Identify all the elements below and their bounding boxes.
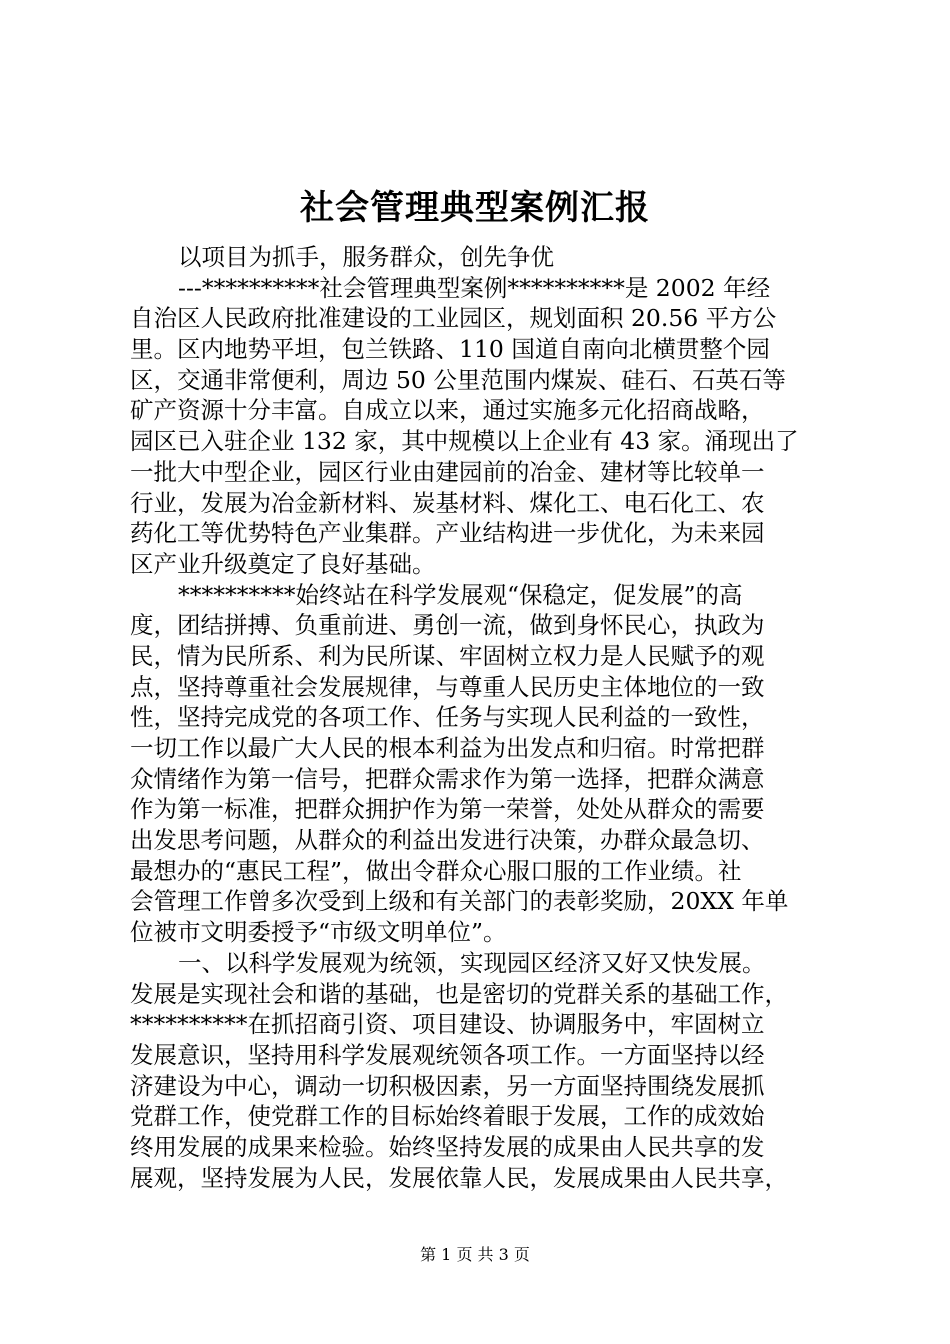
body-line: 众情绪作为第一信号，把群众需求作为第一选择，把群众满意 [130,764,765,793]
body-line: 区，交通非常便利，周边 50 公里范围内煤炭、硅石、石英石等 [130,365,786,394]
page-footer: 第 1 页 共 3 页 [420,1245,530,1264]
body-line: 发展是实现社会和谐的基础，也是密切的党群关系的基础工作， [130,979,788,1008]
body-line: 发展意识，坚持用科学发展观统领各项工作。一方面坚持以经 [130,1040,765,1069]
body-line: 党群工作，使党群工作的目标始终着眼于发展，工作的成效始 [130,1102,765,1131]
body-line: 性，坚持完成党的各项工作、任务与实现人民利益的一致性， [130,703,765,732]
body-line: 展观，坚持发展为人民，发展依靠人民，发展成果由人民共享， [130,1163,788,1192]
body-line: 以项目为抓手，服务群众，创先争优 [178,243,554,271]
body-line: 区产业升级奠定了良好基础。 [130,549,436,578]
body-line: **********始终站在科学发展观“保稳定，促发展”的高 [178,580,743,609]
body-line: 会管理工作曾多次受到上级和有关部门的表彰奖励，20XX 年单 [130,887,789,916]
body-line: 自治区人民政府批准建设的工业园区，规划面积 20.56 平方公 [130,304,777,333]
body-line: 一切工作以最广大人民的根本利益为出发点和归宿。时常把群 [130,734,765,762]
body-line: 里。区内地势平坦，包兰铁路、110 国道自南向北横贯整个园 [130,335,770,364]
body-line: 最想办的“惠民工程”，做出令群众心服口服的工作业绩。社 [130,856,742,885]
body-line: 作为第一标准，把群众拥护作为第一荣誉，处处从群众的需要 [130,795,765,824]
body-line: 位被市文明委授予“市级文明单位”。 [130,918,507,947]
body-line: 点，坚持尊重社会发展规律，与尊重人民历史主体地位的一致 [130,672,765,701]
body-line: 济建设为中心，调动一切积极因素，另一方面坚持围绕发展抓 [130,1071,765,1100]
body-line: 一批大中型企业，园区行业由建园前的冶金、建材等比较单一 [130,457,765,486]
body-line: 终用发展的成果来检验。始终坚持发展的成果由人民共享的发 [130,1132,765,1161]
body-line: 矿产资源十分丰富。自成立以来，通过实施多元化招商战略， [130,396,765,425]
body-line: 药化工等优势特色产业集群。产业结构进一步优化，为未来园 [130,519,765,548]
body-line: 民，情为民所系、利为民所谋、牢固树立权力是人民赋予的观 [130,641,765,670]
document-title: 社会管理典型案例汇报 [300,188,650,228]
body-line: 一、以科学发展观为统领，实现园区经济又好又快发展。 [178,948,766,977]
body-line: 出发思考问题，从群众的利益出发进行决策，办群众最急切、 [130,826,765,855]
body-line: 度，团结拼搏、负重前进、勇创一流，做到身怀民心，执政为 [130,611,765,640]
body-line: 园区已入驻企业 132 家，其中规模以上企业有 43 家。涌现出了 [130,427,799,456]
body-line: 行业，发展为冶金新材料、炭基材料、煤化工、电石化工、农 [130,488,765,517]
body-line: ---**********社会管理典型案例**********是 2002 年经 [178,273,771,302]
body-line: **********在抓招商引资、项目建设、协调服务中，牢固树立 [130,1010,765,1039]
document-body [130,242,830,1193]
